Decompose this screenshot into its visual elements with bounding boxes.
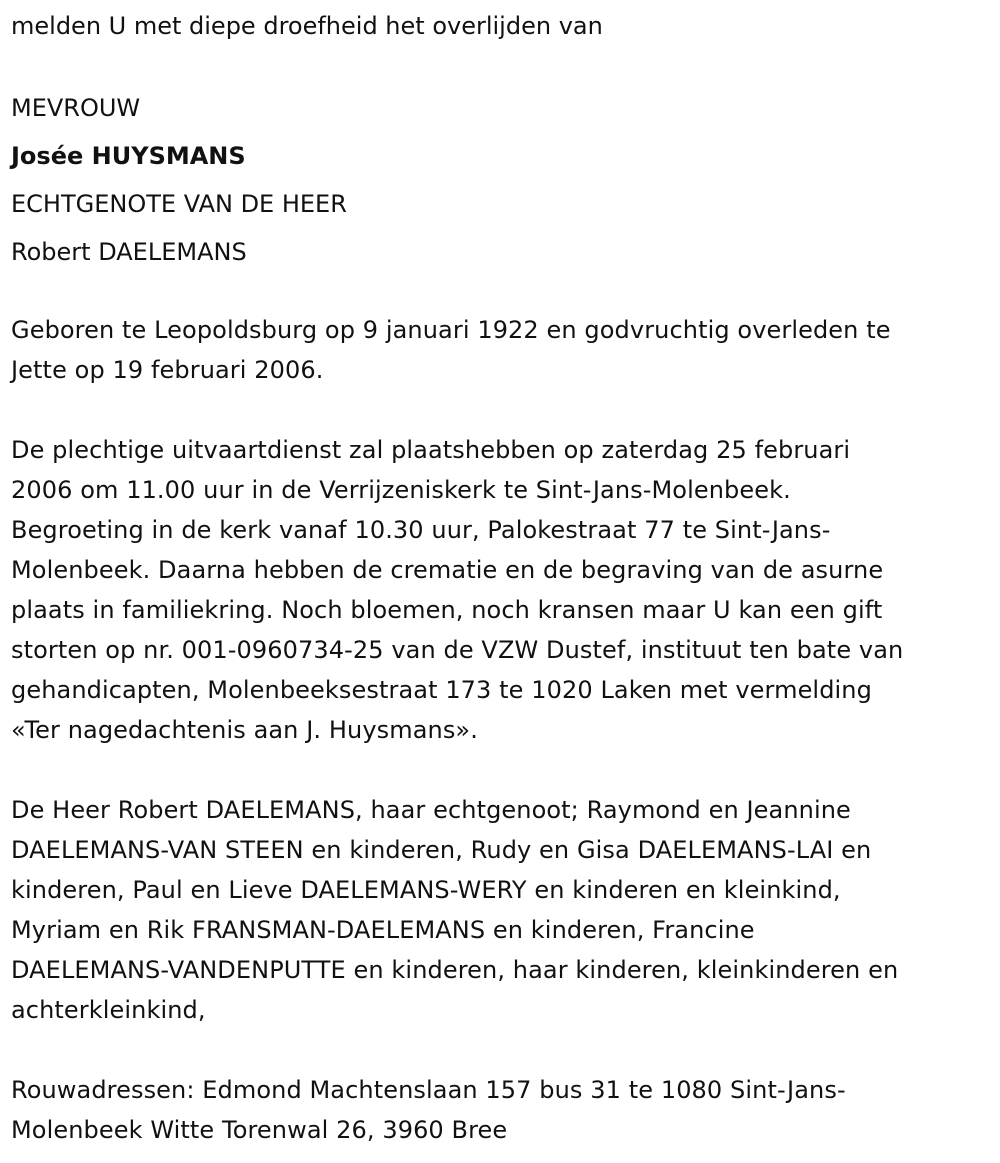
family-paragraph xyxy=(11,790,996,1030)
deceased-name: Josée HUYSMANS xyxy=(11,142,246,170)
spacer xyxy=(11,750,996,790)
addresses-paragraph xyxy=(11,1070,996,1150)
birth-death-paragraph xyxy=(11,310,996,390)
paragraph-line: Jette op 19 februari 2006. xyxy=(11,356,324,384)
paragraph-line: Geboren te Leopoldsburg op 9 januari 1922 en godvruchtig overleden te xyxy=(11,316,891,344)
paragraph-line: plaats in familiekring. Noch bloemen, noch kransen maar U kan een gift xyxy=(11,596,883,624)
paragraph-line: Rouwadressen: Edmond Machtenslaan 157 bus 31 te 1080 Sint-Jans- xyxy=(11,1076,846,1104)
spacer xyxy=(11,390,996,430)
funeral-paragraph xyxy=(11,430,996,750)
intro-text: melden U met diepe droefheid het overlijden van xyxy=(11,12,603,40)
paragraph-line: 2006 om 11.00 uur in de Verrijzeniskerk te Sint-Jans-Molenbeek. xyxy=(11,476,791,504)
paragraph-line: De Heer Robert DAELEMANS, haar echtgenoot; Raymond en Jeannine xyxy=(11,796,851,824)
spouse-name: Robert DAELEMANS xyxy=(11,238,247,266)
title-label: MEVROUW xyxy=(11,94,141,122)
paragraph-line: gehandicapten, Molenbeeksestraat 173 te 1020 Laken met vermelding xyxy=(11,676,872,704)
paragraph-line: De plechtige uitvaartdienst zal plaatshebben op zaterdag 25 februari xyxy=(11,436,851,464)
paragraph-line: Myriam en Rik FRANSMAN-DAELEMANS en kinderen, Francine xyxy=(11,916,755,944)
obituary-notice xyxy=(11,0,996,1150)
paragraph-line: DAELEMANS-VANDENPUTTE en kinderen, haar kinderen, kleinkinderen en xyxy=(11,956,899,984)
spacer xyxy=(11,280,996,310)
relation-label: ECHTGENOTE VAN DE HEER xyxy=(11,190,347,218)
paragraph-line: storten op nr. 001-0960734-25 van de VZW Dustef, instituut ten bate van xyxy=(11,636,904,664)
spacer xyxy=(11,48,996,88)
paragraph-line: DAELEMANS-VAN STEEN en kinderen, Rudy en Gisa DAELEMANS-LAI en xyxy=(11,836,872,864)
paragraph-line: Molenbeek Witte Torenwal 26, 3960 Bree xyxy=(11,1116,508,1144)
paragraph-line: Molenbeek. Daarna hebben de crematie en de begraving van de asurne xyxy=(11,556,884,584)
paragraph-line: «Ter nagedachtenis aan J. Huysmans». xyxy=(11,716,478,744)
spacer xyxy=(11,1030,996,1070)
paragraph-line: achterkleinkind, xyxy=(11,996,206,1024)
paragraph-line: kinderen, Paul en Lieve DAELEMANS-WERY en kinderen en kleinkind, xyxy=(11,876,841,904)
paragraph-line: Begroeting in de kerk vanaf 10.30 uur, Palokestraat 77 te Sint-Jans- xyxy=(11,516,831,544)
